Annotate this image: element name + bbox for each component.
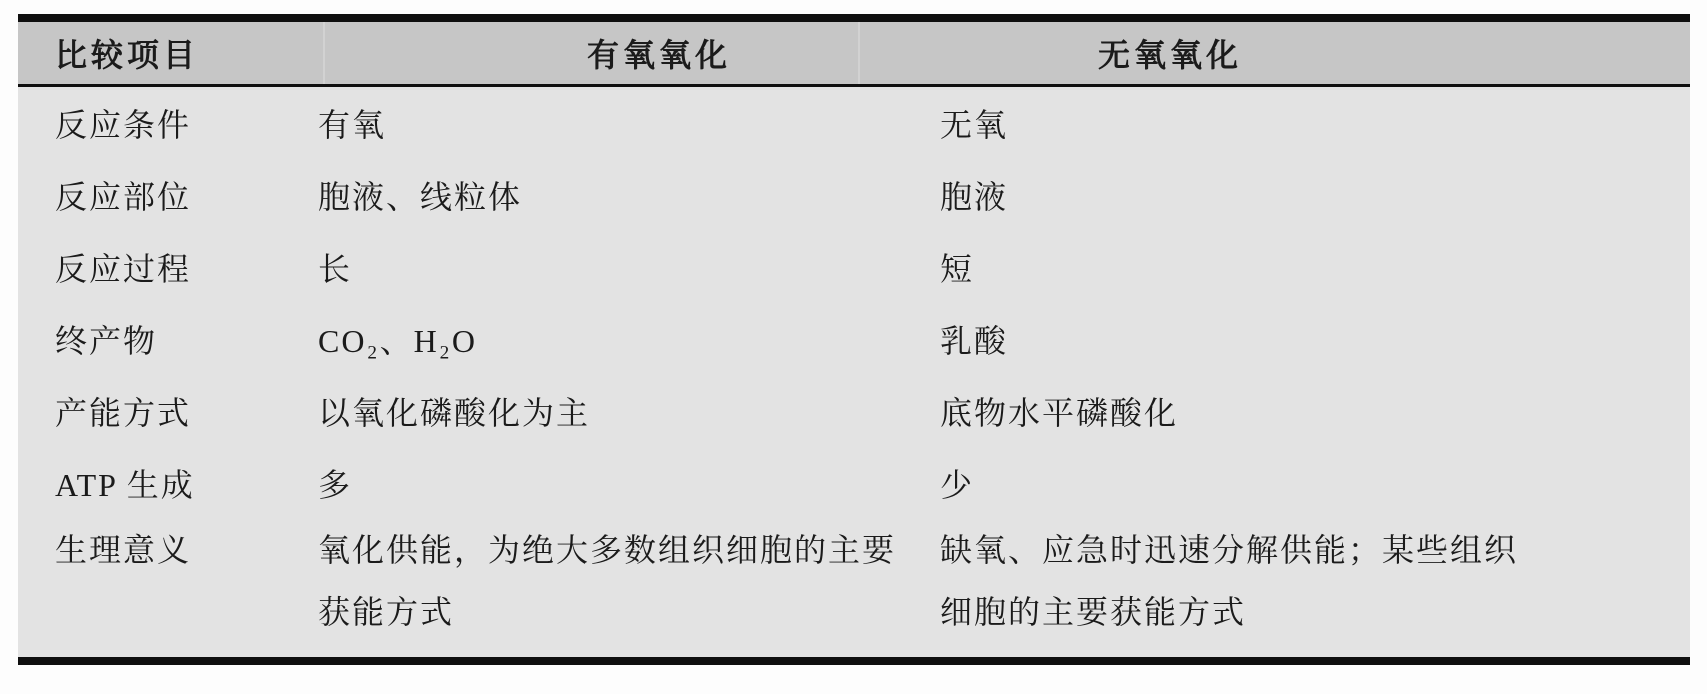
row-label: 反应条件	[55, 107, 192, 143]
aerobic-cell	[318, 100, 940, 146]
aerobic-value: CO₂、H₂O	[318, 323, 477, 359]
header-anaerobic-column: 无氧氧化	[1097, 37, 1242, 73]
table-row-end-product	[18, 303, 1690, 375]
table-top-rule	[18, 14, 1690, 22]
aerobic-cell	[318, 172, 940, 218]
aerobic-value: 以氧化磷酸化为主	[318, 395, 591, 431]
table-row-reaction-site	[18, 159, 1690, 231]
aerobic-value: 胞液、线粒体	[318, 179, 523, 215]
aerobic-cell	[318, 388, 940, 434]
row-label: 生理意义	[55, 532, 192, 568]
anaerobic-value: 短	[940, 251, 975, 287]
row-label: 反应部位	[55, 179, 192, 215]
anaerobic-value: 底物水平磷酸化	[940, 395, 1179, 431]
anaerobic-value: 胞液	[940, 179, 1009, 215]
aerobic-value: 长	[318, 251, 353, 287]
anaerobic-cell	[940, 388, 1690, 434]
anaerobic-value: 无氧	[940, 107, 1009, 143]
aerobic-value: 氧化供能，为绝大多数组织细胞的主要获能方式	[318, 532, 897, 630]
table-bottom-rule	[18, 657, 1690, 665]
table-body	[18, 87, 1690, 657]
anaerobic-value: 少	[940, 467, 975, 503]
anaerobic-cell	[940, 100, 1690, 146]
row-label: 产能方式	[55, 395, 192, 431]
anaerobic-cell	[940, 316, 1690, 362]
anaerobic-cell	[940, 519, 1690, 643]
anaerobic-value: 乳酸	[940, 323, 1009, 359]
table-row-energy-mode	[18, 375, 1690, 447]
aerobic-cell	[318, 316, 940, 362]
anaerobic-cell	[940, 244, 1690, 290]
aerobic-value: 有氧	[318, 107, 387, 143]
anaerobic-cell	[940, 460, 1690, 506]
table-row-reaction-condition	[18, 87, 1690, 159]
header-aerobic-column: 有氧氧化	[586, 37, 731, 73]
comparison-table	[18, 14, 1690, 665]
table-row-atp-yield	[18, 447, 1690, 519]
table-header-row	[18, 22, 1690, 87]
aerobic-cell	[318, 460, 940, 506]
row-label: 终产物	[55, 323, 158, 359]
row-label: 反应过程	[55, 251, 192, 287]
aerobic-cell	[318, 244, 940, 290]
row-label: ATP 生成	[55, 467, 195, 503]
header-item-column: 比较项目	[55, 37, 200, 73]
table-row-reaction-process	[18, 231, 1690, 303]
header-column-divider-1	[323, 22, 325, 84]
aerobic-value: 多	[318, 467, 353, 503]
anaerobic-value: 缺氧、应急时迅速分解供能；某些组织细胞的主要获能方式	[940, 532, 1519, 630]
aerobic-cell	[318, 519, 940, 643]
table-row-physiological-significance	[18, 519, 1690, 657]
header-column-divider-2	[858, 22, 860, 84]
anaerobic-cell	[940, 172, 1690, 218]
